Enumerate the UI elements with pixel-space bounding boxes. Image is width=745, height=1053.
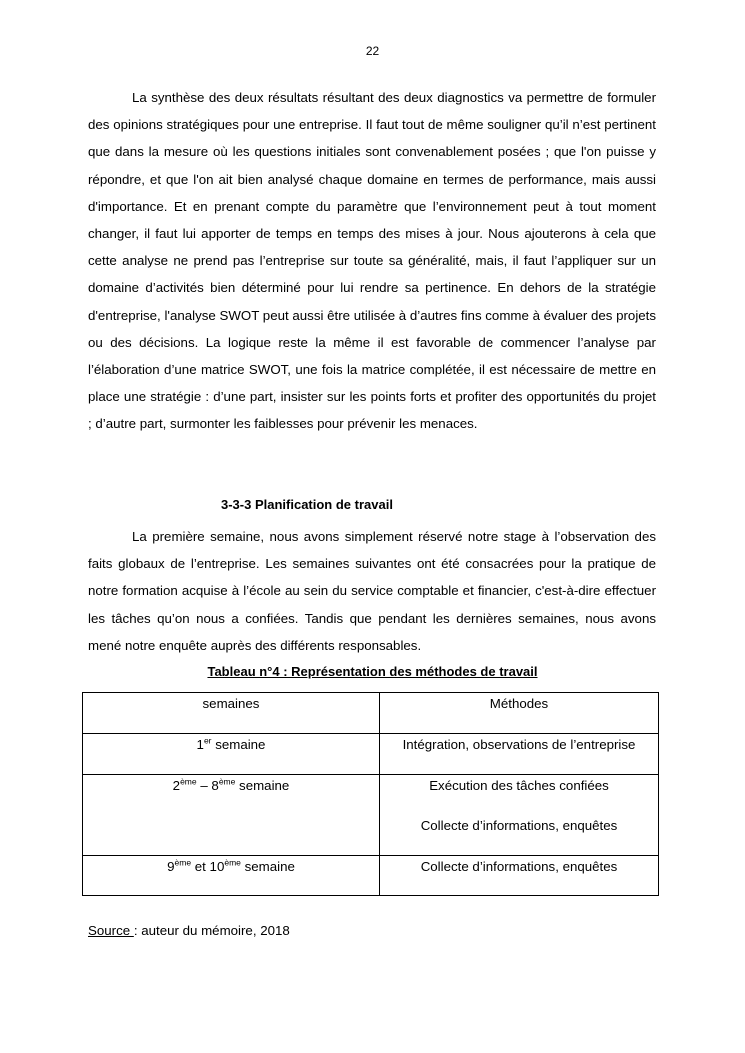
ordinal-suffix: ème	[218, 776, 236, 787]
table-row	[83, 734, 659, 775]
methods-table	[82, 692, 659, 896]
row-week-cell	[83, 734, 380, 775]
paragraph-swot-synthesis: La synthèse des deux résultats résultant des deux diagnostics va permettre de formuler des opinions stratégiques pour une entreprise. Il faut tout de même souligner qu’il n’est pertinent que dans la mesure où les questions initiales sont convenablement posées ; que l'on puisse y répondre, et que l'on ait bien analysé chaque domaine en termes de performance, mais aussi d'importance. Et en prenant compte du paramètre que l’environnement peut à tout moment changer, il faut lui apporter de temps en temps des mises à jour. Nous ajouterons à cela que cette analyse ne prend pas l’entreprise sur toute sa généralité, mais, il faut l’appliquer sur un domaine d’activités bien déterminé pour lui rendre sa pertinence. En dehors de la stratégie d'entreprise, l'analyse SWOT peut aussi être utilisée à d’autres fins comme à évaluer des projets ou des décisions. La logique reste la même il est favorable de commencer l’analyse par l’élaboration d’une matrice SWOT, une fois la matrice complétée, il est nécessaire de mettre en place une stratégie : d’une part, insister sur les points forts et profiter des opportunités du projet ; d’autre part, surmonter les faiblesses pour prévenir les menaces.	[88, 90, 657, 432]
section-heading: 3-3-3 Planification de travail	[221, 497, 393, 512]
week-range: et 10	[191, 859, 225, 874]
source-label: Source	[88, 923, 134, 938]
ordinal-suffix: ème	[180, 776, 197, 787]
week-number: 1	[196, 737, 204, 752]
row-method-cell: Collecte d’informations, enquêtes	[380, 856, 659, 896]
week-word: semaine	[211, 737, 266, 752]
paragraph-work-planning: La première semaine, nous avons simplement réservé notre stage à l’observation des faits globaux de l’entreprise. Les semaines suivantes ont été consacrées pour la pratique de notre formation acquise à l’école au sein du service comptable et financier, c'est-à-dire effectuer les tâches qu’on nous a confiées. Tandis que pendant les dernières semaines, nous avons mené notre enquête auprès des différents responsables.	[88, 529, 656, 653]
row-method-cell: Intégration, observations de l’entreprise	[380, 734, 659, 775]
ordinal-suffix: ème	[224, 857, 241, 868]
row-week-cell	[83, 856, 380, 896]
table-row	[83, 775, 659, 856]
method-line: Exécution des tâches confiées	[429, 778, 609, 793]
ordinal-suffix: er	[203, 735, 212, 746]
table-caption: Tableau n°4 : Représentation des méthodes de travail	[207, 664, 538, 679]
week-number: 2	[172, 778, 181, 793]
table-header-row	[83, 693, 659, 734]
source-text: : auteur du mémoire, 2018	[133, 923, 290, 938]
header-weeks: semaines	[83, 693, 380, 734]
table-row	[83, 856, 659, 896]
week-number: 9	[167, 859, 175, 874]
row-week-cell	[83, 775, 380, 856]
header-methods: Méthodes	[380, 693, 659, 734]
page-number: 22	[365, 44, 380, 58]
ordinal-suffix: ème	[174, 857, 192, 868]
week-word: semaine	[240, 859, 295, 874]
source-note	[88, 923, 290, 938]
week-word: semaine	[235, 778, 290, 793]
week-range: – 8	[196, 778, 219, 793]
row-method-cell	[380, 775, 659, 856]
method-line: Collecte d’informations, enquêtes	[420, 818, 618, 833]
